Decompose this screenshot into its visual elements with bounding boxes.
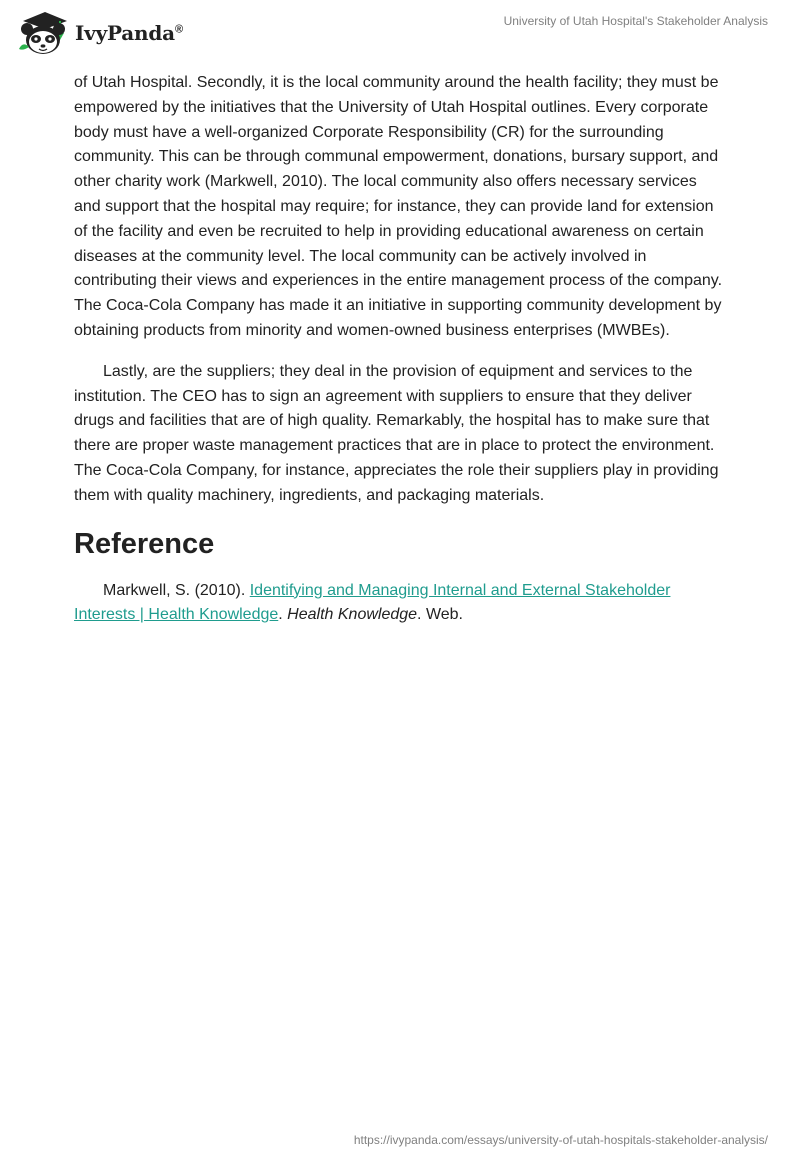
reference-heading: Reference (74, 527, 215, 560)
essay-content (74, 71, 726, 644)
reference-prefix: Markwell, S. (2010). (103, 581, 250, 599)
reference-link[interactable]: Identifying and Managing Internal and External Stakeholder Interests | Health Knowledge (74, 581, 671, 624)
reference-suffix: . Web. (417, 606, 463, 624)
brand-name (75, 21, 183, 45)
document-title: University of Utah Hospital's Stakeholder Analysis (503, 14, 768, 28)
page-header (0, 0, 800, 70)
reference-source: Health Knowledge (287, 606, 418, 624)
reference-item (74, 579, 726, 629)
ivypanda-logo[interactable] (15, 9, 215, 57)
body-paragraph-2: Lastly, are the suppliers; they deal in the provision of equipment and services to the institution. The CEO has to sign an agreement with suppliers to ensure that they deliver drugs and facilities that are of high quality. Remarkably, the hospital has to make sure that there are proper waste management practices that are in place to protect the environment. The Coca-Cola Company, for instance, appreciates the role their suppliers play in providing them with quality machinery, ingredients, and packaging materials. (74, 362, 719, 504)
body-paragraph-1: of Utah Hospital. Secondly, it is the local community around the health facility; they must be empowered by the initiatives that the University of Utah Hospital outlines. Every corporate body must have a well-organized Corporate Responsibility (CR) for the surrounding community. This can be through communal empowerment, donations, bursary support, and other charity work (Markwell, 2010). The local community also offers necessary services and support that the hospital may require; for instance, they can provide land for extension of the facility and even be recruited to help in providing educational awareness on certain diseases at the community level. The local community can be actively involved in contributing their views and experiences in the entire management process of the company. The Coca-Cola Company has made it an initiative in supporting community development by obtaining products from minority and women-owned business enterprises (MWBEs). (74, 74, 723, 339)
brand-text: IvyPanda (75, 21, 175, 45)
panda-graduate-icon (15, 9, 71, 57)
reference-after-link: . (278, 606, 288, 624)
registered-mark: ® (174, 23, 183, 36)
footer-url: https://ivypanda.com/essays/university-of-utah-hospitals-stakeholder-analysis/ (353, 1133, 768, 1147)
